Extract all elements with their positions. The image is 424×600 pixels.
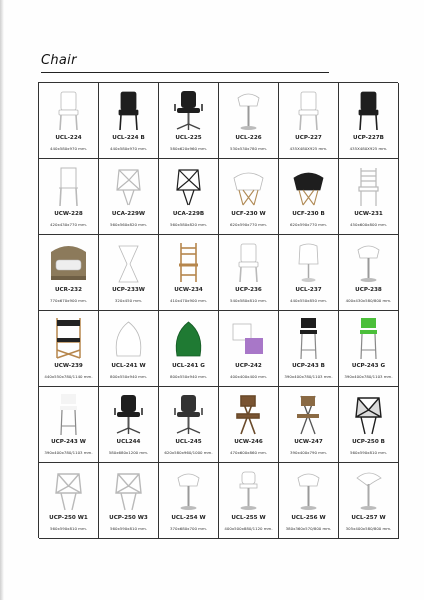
product-code: UCL-224 B [112, 135, 145, 141]
product-dimensions: 420x430x770 mm. [50, 222, 87, 227]
product-code: UCP-243 W [51, 439, 86, 445]
product-dimensions: 560x590x810 mm. [350, 450, 387, 455]
product-dimensions: 800x550x940 mm. [170, 374, 207, 379]
product-code: UCA-229B [172, 211, 205, 217]
product-code: UCL-256 W [291, 515, 326, 521]
product-card [99, 83, 159, 159]
product-dimensions: 390x400x780/1103 mm. [44, 450, 93, 455]
product-card [39, 387, 99, 463]
product-card [339, 311, 399, 387]
product-code: UCP-227B [353, 135, 384, 141]
product-dimensions: 410x470x900 mm. [170, 298, 207, 303]
white-round-bar-stool-icon [279, 466, 338, 513]
product-code: UCP-238 [355, 287, 382, 293]
product-code: UCP-227 [295, 135, 322, 141]
white-stacking-chair-icon [39, 86, 98, 133]
product-card [159, 159, 219, 235]
cube-seats-icon [219, 314, 278, 361]
product-card [219, 463, 279, 539]
folding-slatted-chair-icon [279, 390, 338, 437]
product-dimensions: 400x400x400 mm. [230, 374, 267, 379]
product-code: UCP-243 G [351, 363, 386, 369]
product-card [339, 159, 399, 235]
white-eames-chair-icon [219, 162, 278, 209]
green-high-stool-icon [339, 314, 398, 361]
page-title: Chair [41, 53, 77, 68]
product-dimensions: 800x550x940 mm. [110, 374, 147, 379]
product-dimensions: 560x590x810 mm. [50, 526, 87, 531]
product-code: UCL-255 W [231, 515, 266, 521]
product-card [219, 387, 279, 463]
product-dimensions: 440x550x850 mm. [290, 298, 327, 303]
product-code: UCF-230 W [231, 211, 266, 217]
product-card [279, 463, 339, 539]
product-dimensions: 370x680x700 mm. [170, 526, 207, 531]
white-curved-bar-stool-icon [339, 466, 398, 513]
wooden-chair-icon [159, 238, 218, 285]
product-dimensions: 400x500x880/1120 mm. [224, 526, 273, 531]
product-code: UCL-254 W [171, 515, 206, 521]
white-wire-chair-icon [39, 162, 98, 209]
product-card [159, 463, 219, 539]
product-card [279, 159, 339, 235]
product-dimensions: 435X480X925 mm. [289, 146, 328, 151]
product-code: UCW-247 [294, 439, 323, 445]
product-grid [38, 82, 398, 538]
product-card [99, 311, 159, 387]
product-card [339, 83, 399, 159]
product-dimensions: 580x620x960 mm. [170, 146, 207, 151]
product-dimensions: 380x360x570/800 mm. [285, 526, 332, 531]
product-code: UCF-230 B [292, 211, 325, 217]
product-card [159, 311, 219, 387]
white-adjustable-stool-icon [339, 238, 398, 285]
product-card [219, 83, 279, 159]
product-dimensions: 620x590x770 mm. [230, 222, 267, 227]
product-code: UCW-246 [234, 439, 263, 445]
white-high-stool-icon [39, 390, 98, 437]
product-code: UCL-241 W [111, 363, 146, 369]
product-dimensions: 435X480X925 mm. [349, 146, 388, 151]
product-dimensions: 560x590x810 mm. [110, 526, 147, 531]
black-lattice-chair-icon [159, 162, 218, 209]
white-chrome-bar-stool-icon [219, 466, 278, 513]
product-code: UCP-242 [235, 363, 262, 369]
product-code: UCP-250 B [352, 439, 385, 445]
product-code: UCW-231 [354, 211, 383, 217]
white-geometric-chair-2-icon [99, 466, 158, 513]
product-card [219, 159, 279, 235]
product-card [99, 159, 159, 235]
product-card [219, 235, 279, 311]
white-plastic-chair-icon [279, 86, 338, 133]
product-code: UCL-225 [175, 135, 202, 141]
product-dimensions: 390x400x790 mm. [290, 450, 327, 455]
product-code: UCP-250 W1 [49, 515, 88, 521]
product-dimensions: 580x680x1200 mm. [108, 450, 149, 455]
product-code: UCL-245 [175, 439, 202, 445]
product-card [279, 387, 339, 463]
product-card [279, 311, 339, 387]
product-dimensions: 620x590x770 mm. [290, 222, 327, 227]
white-bar-stool-icon [219, 86, 278, 133]
product-card [279, 83, 339, 159]
product-card [99, 387, 159, 463]
white-bean-bag-icon [99, 314, 158, 361]
green-bean-bag-icon [159, 314, 218, 361]
product-card [39, 83, 99, 159]
product-code: UCL-224 [55, 135, 82, 141]
white-lattice-chair-icon [99, 162, 158, 209]
product-dimensions: 450x600x800 mm. [350, 222, 387, 227]
white-tulip-chair-icon [279, 238, 338, 285]
product-dimensions: 305x400x580/800 mm. [345, 526, 392, 531]
product-dimensions: 440x580x970 mm. [110, 146, 147, 151]
folding-wooden-chair-icon [219, 390, 278, 437]
product-code: UCW-234 [174, 287, 203, 293]
black-eames-chair-icon [279, 162, 338, 209]
product-card [159, 83, 219, 159]
product-dimensions: 530x530x780 mm. [230, 146, 267, 151]
product-dimensions: 620x580x960/1000 mm. [164, 450, 213, 455]
product-code: UCA-229W [111, 211, 146, 217]
product-code: UCL-237 [295, 287, 322, 293]
product-code: UCL244 [116, 439, 141, 445]
product-card [339, 387, 399, 463]
product-dimensions: 770x670x900 mm. [50, 298, 87, 303]
product-code: UCP-236 [235, 287, 262, 293]
wicker-armchair-icon [39, 238, 98, 285]
product-code: UCW-239 [54, 363, 83, 369]
product-dimensions: 540x580x810 mm. [230, 298, 267, 303]
white-geometric-chair-icon [39, 466, 98, 513]
product-dimensions: 400x430x580/800 mm. [345, 298, 392, 303]
product-dimensions: 470x600x860 mm. [230, 450, 267, 455]
product-card [159, 387, 219, 463]
product-code: UCL-257 W [351, 515, 386, 521]
title-underline [41, 72, 329, 73]
black-office-chair-icon [159, 86, 218, 133]
executive-office-chair-icon [99, 390, 158, 437]
product-card [279, 235, 339, 311]
black-geometric-chair-icon [339, 390, 398, 437]
product-code: UCW-228 [54, 211, 83, 217]
white-hourglass-stool-icon [99, 238, 158, 285]
product-card [39, 159, 99, 235]
product-dimensions: 390x400x780/1103 mm. [344, 374, 393, 379]
black-stacking-chair-icon [99, 86, 158, 133]
product-code: UCP-233W [112, 287, 145, 293]
product-code: UCR-232 [55, 287, 82, 293]
product-card [99, 463, 159, 539]
product-code: UCP-243 B [292, 363, 325, 369]
page-edge-shadow [0, 0, 4, 600]
product-card [339, 463, 399, 539]
product-card [39, 463, 99, 539]
product-dimensions: 440x580x970 mm. [50, 146, 87, 151]
directors-chair-icon [39, 314, 98, 361]
white-molded-chair-icon [219, 238, 278, 285]
product-dimensions: 440x550x780/1140 mm. [44, 374, 93, 379]
white-ladder-back-chair-icon [339, 162, 398, 209]
product-code: UCP-250 W3 [109, 515, 148, 521]
product-card [159, 235, 219, 311]
product-code: UCL-241 G [172, 363, 205, 369]
product-card [39, 311, 99, 387]
product-dimensions: 560x580x820 mm. [170, 222, 207, 227]
product-dimensions: 320x450 mm. [114, 298, 143, 303]
product-dimensions: 560x560x820 mm. [110, 222, 147, 227]
product-card [339, 235, 399, 311]
product-card [219, 311, 279, 387]
black-high-stool-icon [279, 314, 338, 361]
product-card [39, 235, 99, 311]
white-swivel-stool-icon [159, 466, 218, 513]
mesh-office-chair-icon [159, 390, 218, 437]
black-plastic-chair-icon [339, 86, 398, 133]
product-card [99, 235, 159, 311]
product-dimensions: 390x400x780/1103 mm. [284, 374, 333, 379]
product-code: UCL-226 [235, 135, 262, 141]
